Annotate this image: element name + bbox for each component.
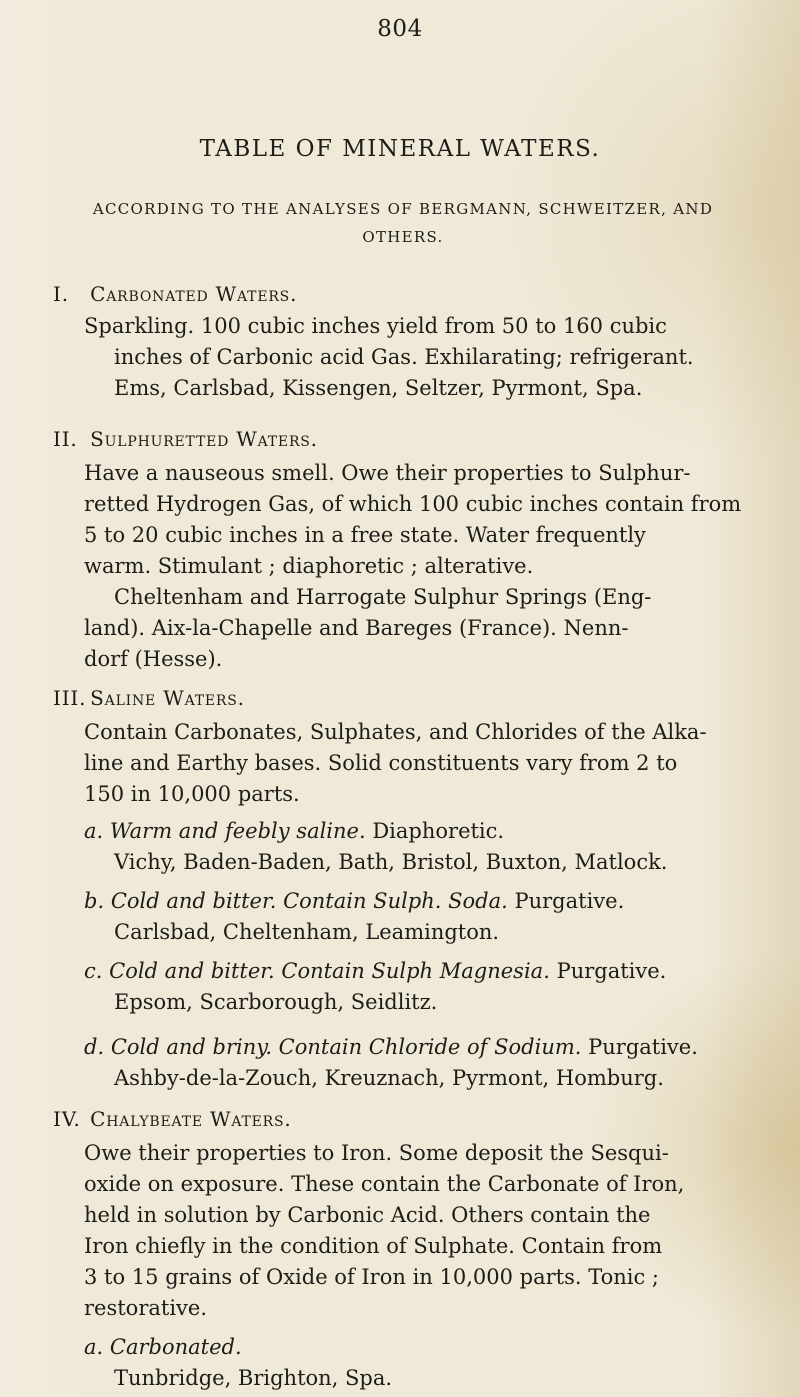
saline-subsection-d [84,1032,768,1094]
section-body-carbonated [84,311,768,404]
sub-property: Diaphoretic. [372,819,505,843]
subtitle-line: ACCORDING TO THE ANALYSES OF BERGMANN, SCHWEITZER, AND [92,200,714,218]
sub-title: Cold and bitter. Contain Sulph Magnesia. [109,959,550,983]
section-number: II. [53,427,78,451]
sub-letter: d. [84,1035,105,1059]
section-title: Sulphuretted Waters. [90,427,318,451]
sub-places: Ashby-de-la-Zouch, Kreuznach, Pyrmont, Homburg. [114,1066,664,1090]
section-body-saline [84,717,768,810]
sub-property: Purgative. [588,1035,698,1059]
body-line: Cheltenham and Harrogate Sulphur Springs (Eng- [114,585,652,609]
section-heading-saline [53,686,245,710]
sub-letter: b. [84,889,105,913]
body-line: oxide on exposure. These contain the Carbonate of Iron, [84,1172,685,1196]
section-title: Carbonated Waters. [90,282,298,306]
body-line: retted Hydrogen Gas, of which 100 cubic inches contain from [84,492,742,516]
sub-letter: a. [84,819,104,843]
sub-property: Purgative. [556,959,667,983]
saline-subsection-b [84,886,768,948]
body-line: restorative. [84,1296,208,1320]
body-line: Have a nauseous smell. Owe their properties to Sulphur- [84,461,691,485]
body-line: 5 to 20 cubic inches in a free state. Water frequently [84,523,646,547]
section-number: IV. [53,1107,81,1131]
body-line: Sparkling. 100 cubic inches yield from 50 to 160 cubic [84,314,667,338]
subtitle [60,195,746,251]
body-line: Contain Carbonates, Sulphates, and Chlorides of the Alka- [84,720,707,744]
body-line: inches of Carbonic acid Gas. Exhilarating; refrigerant. [114,345,694,369]
sub-places: Carlsbad, Cheltenham, Leamington. [114,920,500,944]
sub-places: Epsom, Scarborough, Seidlitz. [114,990,438,1014]
body-line: Owe their properties to Iron. Some deposit the Sesqui- [84,1141,669,1165]
sub-title: Cold and bitter. Contain Sulph. Soda. [110,889,508,913]
sub-property: Purgative. [514,889,625,913]
body-line: held in solution by Carbonic Acid. Others contain the [84,1203,651,1227]
sub-places: Vichy, Baden-Baden, Bath, Bristol, Buxton, Matlock. [114,850,668,874]
section-title: Chalybeate Waters. [90,1107,292,1131]
body-line: Iron chiefly in the condition of Sulphate. Contain from [84,1234,663,1258]
sub-letter: c. [84,959,103,983]
sub-title: Warm and feebly saline. [109,819,366,843]
section-heading-carbonated [53,282,297,306]
body-line: 150 in 10,000 parts. [84,782,300,806]
body-line: land). Aix-la-Chapelle and Bareges (France). Nenn- [84,616,629,640]
body-line: line and Earthy bases. Solid constituents vary from 2 to [84,751,678,775]
saline-subsection-c [84,956,768,1018]
saline-subsection-a [84,816,768,878]
page-title: TABLE OF MINERAL WATERS. [199,136,601,162]
section-heading-chalybeate [53,1107,292,1131]
body-line: Ems, Carlsbad, Kissengen, Seltzer, Pyrmont, Spa. [114,376,643,400]
section-number: III. [53,686,87,710]
body-line: warm. Stimulant ; diaphoretic ; alterative. [84,554,534,578]
section-body-sulphuretted [84,458,768,675]
chalybeate-subsection-a [84,1332,768,1394]
sub-places: Tunbridge, Brighton, Spa. [114,1366,393,1390]
section-number: I. [53,282,69,306]
body-line: dorf (Hesse). [84,647,223,671]
page-number: 804 [377,16,423,42]
sub-title: Cold and briny. Contain Chloride of Sodium. [110,1035,582,1059]
section-heading-sulphuretted [53,427,318,451]
body-line: 3 to 15 grains of Oxide of Iron in 10,000 parts. Tonic ; [84,1265,659,1289]
subtitle-line: OTHERS. [362,228,444,246]
section-title: Saline Waters. [90,686,245,710]
sub-title: Carbonated. [109,1335,242,1359]
sub-letter: a. [84,1335,104,1359]
section-body-chalybeate [84,1138,768,1324]
